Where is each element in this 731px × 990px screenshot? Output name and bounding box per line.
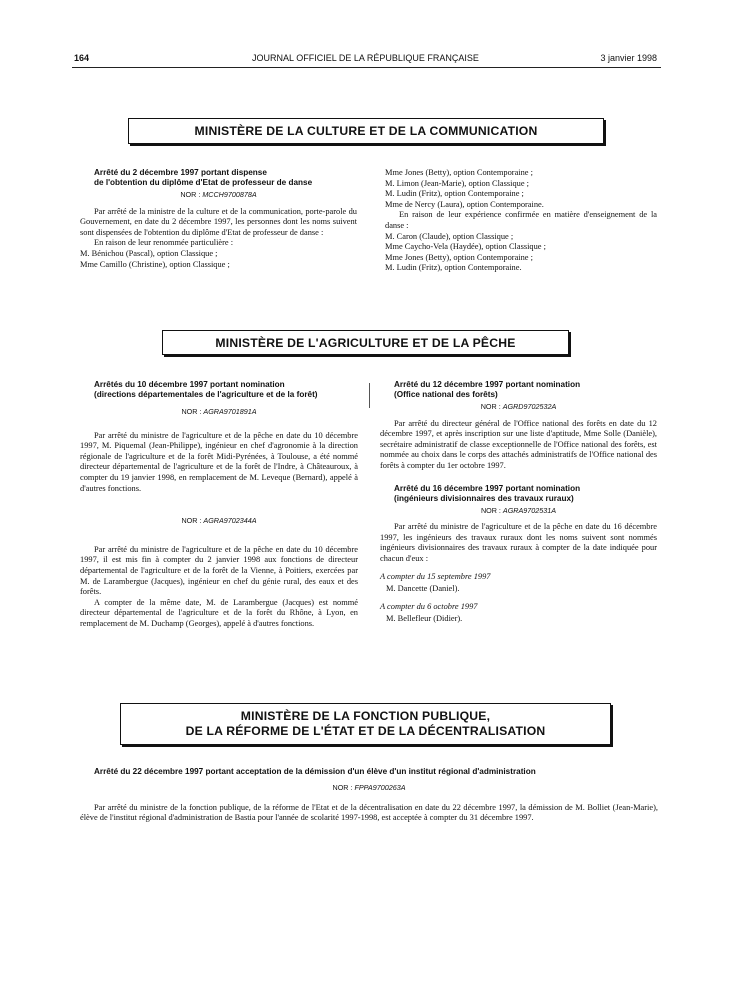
decree-title: Arrêté du 16 décembre 1997 portant nomination	[394, 483, 581, 493]
ministry-heading-culture	[128, 118, 604, 144]
decree-paragraph: A compter de la même date, M. de Larambergue (Jacques) est nommé directeur départemental de l'agriculture et de la forêt du Rhône, à Lyon, en remplacement de M. Duchamp (Georges), appelé à d'autres fonctions.	[80, 597, 358, 628]
decree-title-line-2: (ingénieurs divisionnaires des travaux ruraux)	[394, 493, 574, 503]
decree-title: Arrêté du 22 décembre 1997 portant acceptation de la démission d'un élève d'un institut régional d'administration	[94, 767, 536, 776]
page-number: 164	[74, 53, 90, 63]
nor-label: NOR :	[332, 783, 353, 792]
nor-label: NOR :	[480, 402, 501, 411]
list-item: Mme Jones (Betty), option Contemporaine ;	[385, 252, 533, 262]
decree-paragraph: Par arrêté du directeur général de l'Office national des forêts en date du 12 décembre 1997, et après inscription sur une liste d'aptitude, Mme Solle (Danièle), secrétaire administratif de classe exceptionnelle de l'Office national des forêts, est nommée au choix dans le corps des attachés administratifs de l'Office national des forêts à compter du 1er octobre 1997.	[380, 418, 657, 470]
nor-code: AGRA9701891A	[203, 407, 257, 416]
ministry-name: MINISTÈRE DE LA CULTURE ET DE LA COMMUNICATION	[194, 124, 538, 138]
decree-title-line-2: de l'obtention du diplôme d'Etat de professeur de danse	[94, 178, 313, 187]
nor-label: NOR :	[181, 516, 202, 526]
effective-date: A compter du 15 septembre 1997	[380, 571, 491, 581]
nor-reference	[80, 190, 357, 201]
nor-label: NOR :	[480, 505, 501, 515]
decree-paragraph: En raison de leur expérience confirmée en matière d'enseignement de la danse :	[385, 210, 657, 230]
ministry-name: MINISTÈRE DE L'AGRICULTURE ET DE LA PÊCHE	[215, 335, 516, 350]
effective-date: A compter du 6 octobre 1997	[380, 601, 478, 611]
ministry-heading-agriculture	[162, 330, 569, 355]
agriculture-left-column	[80, 380, 358, 630]
agriculture-right-column	[380, 380, 657, 625]
decree-paragraph: Par arrêté du ministre de la fonction publique, de la réforme de l'Etat et de la décentralisation en date du 22 décembre 1997, la démission de M. Bolliet (Jean-Marie), élève de l'institut régional d'administration de Bastia pour l'année de scolarité 1997-1998, est acceptée à compter du 31 décembre 1997.	[80, 802, 658, 823]
spacer	[380, 472, 657, 484]
nor-code: MCCH9700878A	[202, 190, 257, 199]
nor-code: FPPA9700263A	[354, 783, 406, 792]
journal-title: JOURNAL OFFICIEL DE LA RÉPUBLIQUE FRANÇAISE	[252, 53, 479, 63]
decree-paragraph: Par arrêté de la ministre de la culture et de la communication, porte-parole du Gouvernement, en date du 2 décembre 1997, les personnes dont les noms suivent sont dispensées de l'obtention du diplôme d'Etat de professeur de danse :	[80, 206, 357, 237]
column-divider	[369, 383, 370, 408]
list-item: M. Dancette (Daniel).	[386, 584, 460, 594]
running-header	[74, 53, 657, 67]
list-item: M. Caron (Claude), option Classique ;	[385, 231, 514, 241]
ministry-name-line-1: MINISTÈRE DE LA FONCTION PUBLIQUE,	[240, 709, 491, 723]
list-item: M. Limon (Jean-Marie), option Classique ;	[385, 178, 529, 188]
issue-date: 3 janvier 1998	[600, 53, 657, 63]
list-item: Mme Camillo (Christine), option Classique ;	[80, 259, 230, 269]
nor-reference	[380, 506, 657, 517]
list-item: M. Bellefleur (Didier).	[386, 614, 463, 624]
nor-code: AGRA9702344A	[203, 516, 257, 526]
nor-code: AGRA9702531A	[502, 505, 557, 515]
decree-paragraph: En raison de leur renommée particulière :	[94, 238, 234, 248]
decree-title: Arrêté du 12 décembre 1997 portant nomination	[394, 380, 581, 389]
decree-paragraph: Par arrêté du ministre de l'agriculture et de la pêche en date du 10 décembre 1997, M. Piquemal (Jean-Philippe), ingénieur en chef d'agronomie à la direction régionale de l'agriculture et de la forêt Midi-Pyrénées, à Toulouse, a été nommé directeur départemental de l'agriculture et de la forêt de l'Indre, à Châteauroux, à compter du 19 janvier 1998, en remplacement de M. Leveque (Bernard), appelé à d'autres fonctions.	[80, 430, 358, 493]
decree-title-line-2: (directions départementales de l'agriculture et de la forêt)	[94, 390, 318, 399]
culture-left-column	[80, 168, 357, 270]
culture-right-column	[385, 168, 657, 274]
list-item: Mme de Nercy (Laura), option Contemporaine.	[385, 199, 544, 209]
ministry-name-line-2: DE LA RÉFORME DE L'ÉTAT ET DE LA DÉCENTRALISATION	[185, 724, 546, 738]
fonction-section	[80, 767, 658, 824]
decree-paragraph: Par arrêté du ministre de l'agriculture et de la pêche en date du 16 décembre 1997, les ingénieurs des travaux ruraux dont les noms suivent sont nommés ingénieurs divisionnaires des travaux ruraux à compter de la date indiquée pour chacun d'eux :	[380, 522, 657, 563]
nor-label: NOR :	[180, 190, 201, 199]
list-item: M. Ludin (Fritz), option Contemporaine.	[385, 263, 522, 273]
nor-reference	[80, 516, 358, 527]
nor-reference	[380, 402, 657, 413]
list-item: M. Bénichou (Pascal), option Classique ;	[80, 248, 218, 258]
nor-label: NOR :	[181, 407, 202, 416]
list-item: Mme Jones (Betty), option Contemporaine ;	[385, 168, 533, 177]
list-item: Mme Caycho-Vela (Haydée), option Classique ;	[385, 242, 546, 252]
ministry-heading-fonction-publique	[120, 703, 611, 745]
header-rule	[72, 67, 661, 68]
decree-paragraph: Par arrêté du ministre de l'agriculture et de la pêche en date du 10 décembre 1997, il est mis fin à compter du 2 janvier 1998 aux fonctions de directeur départemental de l'agriculture et de la forêt de la Vienne, à Poitiers, exercées par M. de Larambergue (Jacques), ingénieur en chef du génie rural, des eaux et des forêts.	[80, 544, 358, 597]
nor-reference	[80, 783, 658, 794]
nor-code: AGRD9702532A	[502, 402, 557, 411]
decree-title: Arrêtés du 10 décembre 1997 portant nomination	[94, 380, 285, 389]
decree-title: Arrêté du 2 décembre 1997 portant dispense	[94, 168, 267, 177]
decree-title-line-2: (Office national des forêts)	[394, 390, 498, 399]
list-item: M. Ludin (Fritz), option Contemporaine ;	[385, 189, 524, 199]
nor-reference	[80, 407, 358, 418]
